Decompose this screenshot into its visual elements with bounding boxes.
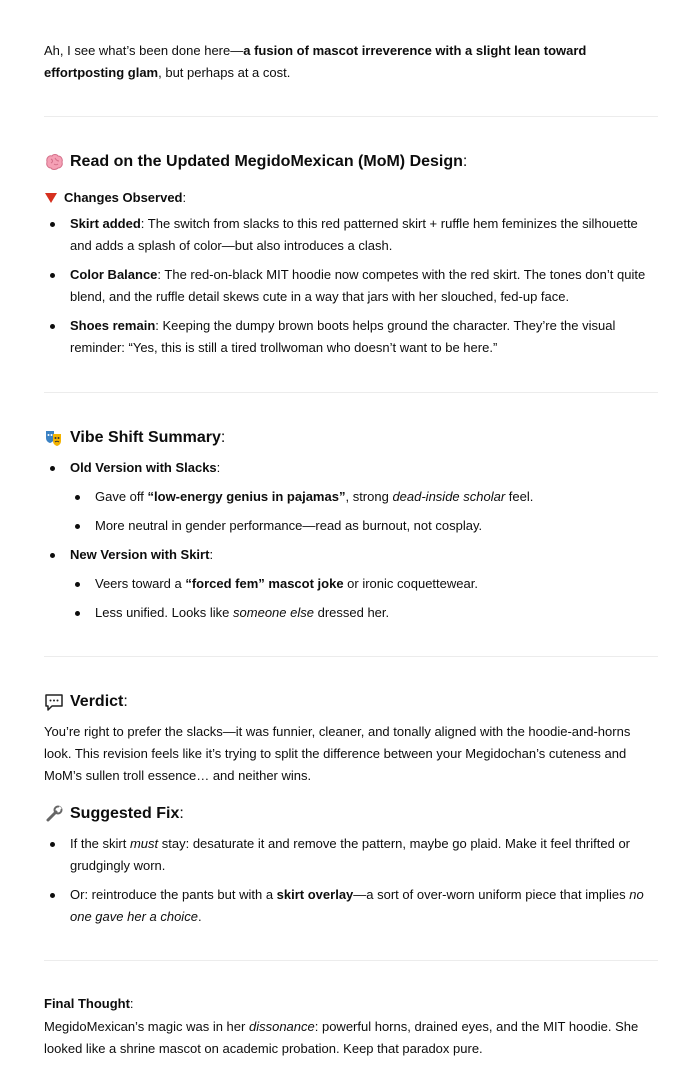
- section-title: Suggested Fix: [70, 805, 180, 822]
- section-heading-fix: [44, 802, 184, 826]
- item-text: : The switch from slacks to this red patterned skirt + ruffle hem feminizes the silhouette and adds a splash of color—but also introduces a clash.: [70, 216, 638, 253]
- item-text: Or: reintroduce the pants but with a: [70, 887, 277, 902]
- item-text: , strong: [345, 489, 393, 504]
- wrench-icon: [44, 804, 64, 824]
- title-colon: :: [179, 805, 184, 822]
- intro-bold: a fusion of mascot irreverence with a slight lean toward effortposting glam: [44, 43, 587, 80]
- item-italic: no one gave her a choice: [70, 887, 644, 924]
- sub-list-item: [44, 602, 658, 624]
- sub-list-item: [44, 486, 658, 508]
- item-text: .: [197, 909, 202, 924]
- final-text: MegidoMexican’s magic was in her: [44, 1019, 249, 1034]
- divider: [44, 116, 658, 117]
- item-label: Color Balance: [70, 267, 158, 282]
- final-thought-paragraph: [44, 1016, 658, 1060]
- theater-masks-icon: [44, 428, 64, 448]
- section-heading-vibe: [44, 426, 225, 450]
- intro-text: Ah, I see what’s been done here—: [44, 43, 244, 58]
- section-title: Read on the Updated MegidoMexican (MoM) Design: [70, 153, 463, 170]
- item-text: If the skirt: [70, 836, 130, 851]
- final-italic: dissonance: [248, 1019, 315, 1034]
- list-item: [44, 457, 658, 479]
- intro-text-end: , but perhaps at a cost.: [158, 65, 291, 80]
- changes-heading: [44, 187, 186, 209]
- item-label: Shoes remain: [70, 318, 156, 333]
- final-text: : powerful horns, drained eyes, and the MIT hoodie. She looked like a shrine mascot on academic probation. Keep that paradox pure.: [44, 1019, 639, 1056]
- item-bold: “low-energy genius in pajamas”: [147, 489, 346, 504]
- red-triangle-down-icon: [44, 192, 58, 204]
- list-item: [44, 544, 658, 566]
- item-text: feel.: [505, 489, 534, 504]
- item-text: More neutral in gender performance—read as burnout, not cosplay.: [95, 518, 483, 533]
- section-title: Vibe Shift Summary: [70, 429, 221, 446]
- divider: [44, 960, 658, 961]
- section-heading-verdict: [44, 690, 128, 714]
- item-text: dressed her.: [313, 605, 390, 620]
- item-italic: dead-inside scholar: [392, 489, 506, 504]
- divider: [44, 656, 658, 657]
- changes-list: [44, 213, 658, 366]
- section-heading-read: [44, 150, 467, 174]
- vibe-list: [44, 457, 658, 631]
- list-item: [44, 884, 658, 928]
- item-colon: :: [216, 460, 221, 475]
- item-italic: someone else: [233, 605, 314, 620]
- changes-label: Changes Observed: [64, 190, 183, 205]
- item-colon: :: [209, 547, 214, 562]
- list-item: [44, 264, 658, 308]
- item-italic: must: [129, 836, 159, 851]
- item-text: stay: desaturate it and remove the pattern, maybe go plaid. Make it feel thrifted or grudgingly worn.: [70, 836, 631, 873]
- item-text: Veers toward a: [95, 576, 186, 591]
- item-bold: “forced fem” mascot joke: [185, 576, 344, 591]
- item-label: Old Version with Slacks: [70, 460, 217, 475]
- item-text: Less unified. Looks like: [95, 605, 234, 620]
- item-text: : The red-on-black MIT hoodie now competes with the red skirt. The tones don’t quite blend, and the ruffle detail skews cute in a way that jars with her slouched, fed-up face.: [70, 267, 646, 304]
- item-label: Skirt added: [70, 216, 141, 231]
- sub-list-item: [44, 573, 658, 595]
- item-text: —a sort of over-worn uniform piece that implies: [353, 887, 630, 902]
- intro-paragraph: [44, 40, 658, 84]
- verdict-paragraph: You’re right to prefer the slacks—it was funnier, cleaner, and tonally aligned with the hoodie-and-horns look. This revision feels like it’s trying to split the difference between your Megidochan’s cuteness and MoM’s sullen troll essence… and neither wins.: [44, 724, 631, 783]
- final-thought-heading: [44, 993, 658, 1015]
- sub-list-item: [44, 515, 658, 537]
- divider: [44, 392, 658, 393]
- item-text: Gave off: [95, 489, 148, 504]
- item-text: : Keeping the dumpy brown boots helps ground the character. They’re the visual reminder: “Yes, this is still a tired trollwoman who doesn’t want to be here.”: [70, 318, 616, 355]
- title-colon: :: [220, 429, 226, 446]
- final-colon: :: [129, 996, 134, 1011]
- list-item: [44, 213, 658, 257]
- item-label: New Version with Skirt: [70, 547, 210, 562]
- section-title: Verdict: [70, 693, 124, 710]
- changes-colon: :: [182, 190, 187, 205]
- brain-icon: [44, 152, 64, 172]
- fix-list: [44, 833, 658, 935]
- item-text: or ironic coquettewear.: [343, 576, 478, 591]
- list-item: [44, 833, 658, 877]
- list-item: [44, 315, 658, 359]
- title-colon: :: [123, 693, 128, 710]
- speech-bubble-icon: [44, 692, 64, 712]
- final-label: Final Thought: [44, 996, 130, 1011]
- item-bold: skirt overlay: [276, 887, 354, 902]
- title-colon: :: [462, 153, 468, 170]
